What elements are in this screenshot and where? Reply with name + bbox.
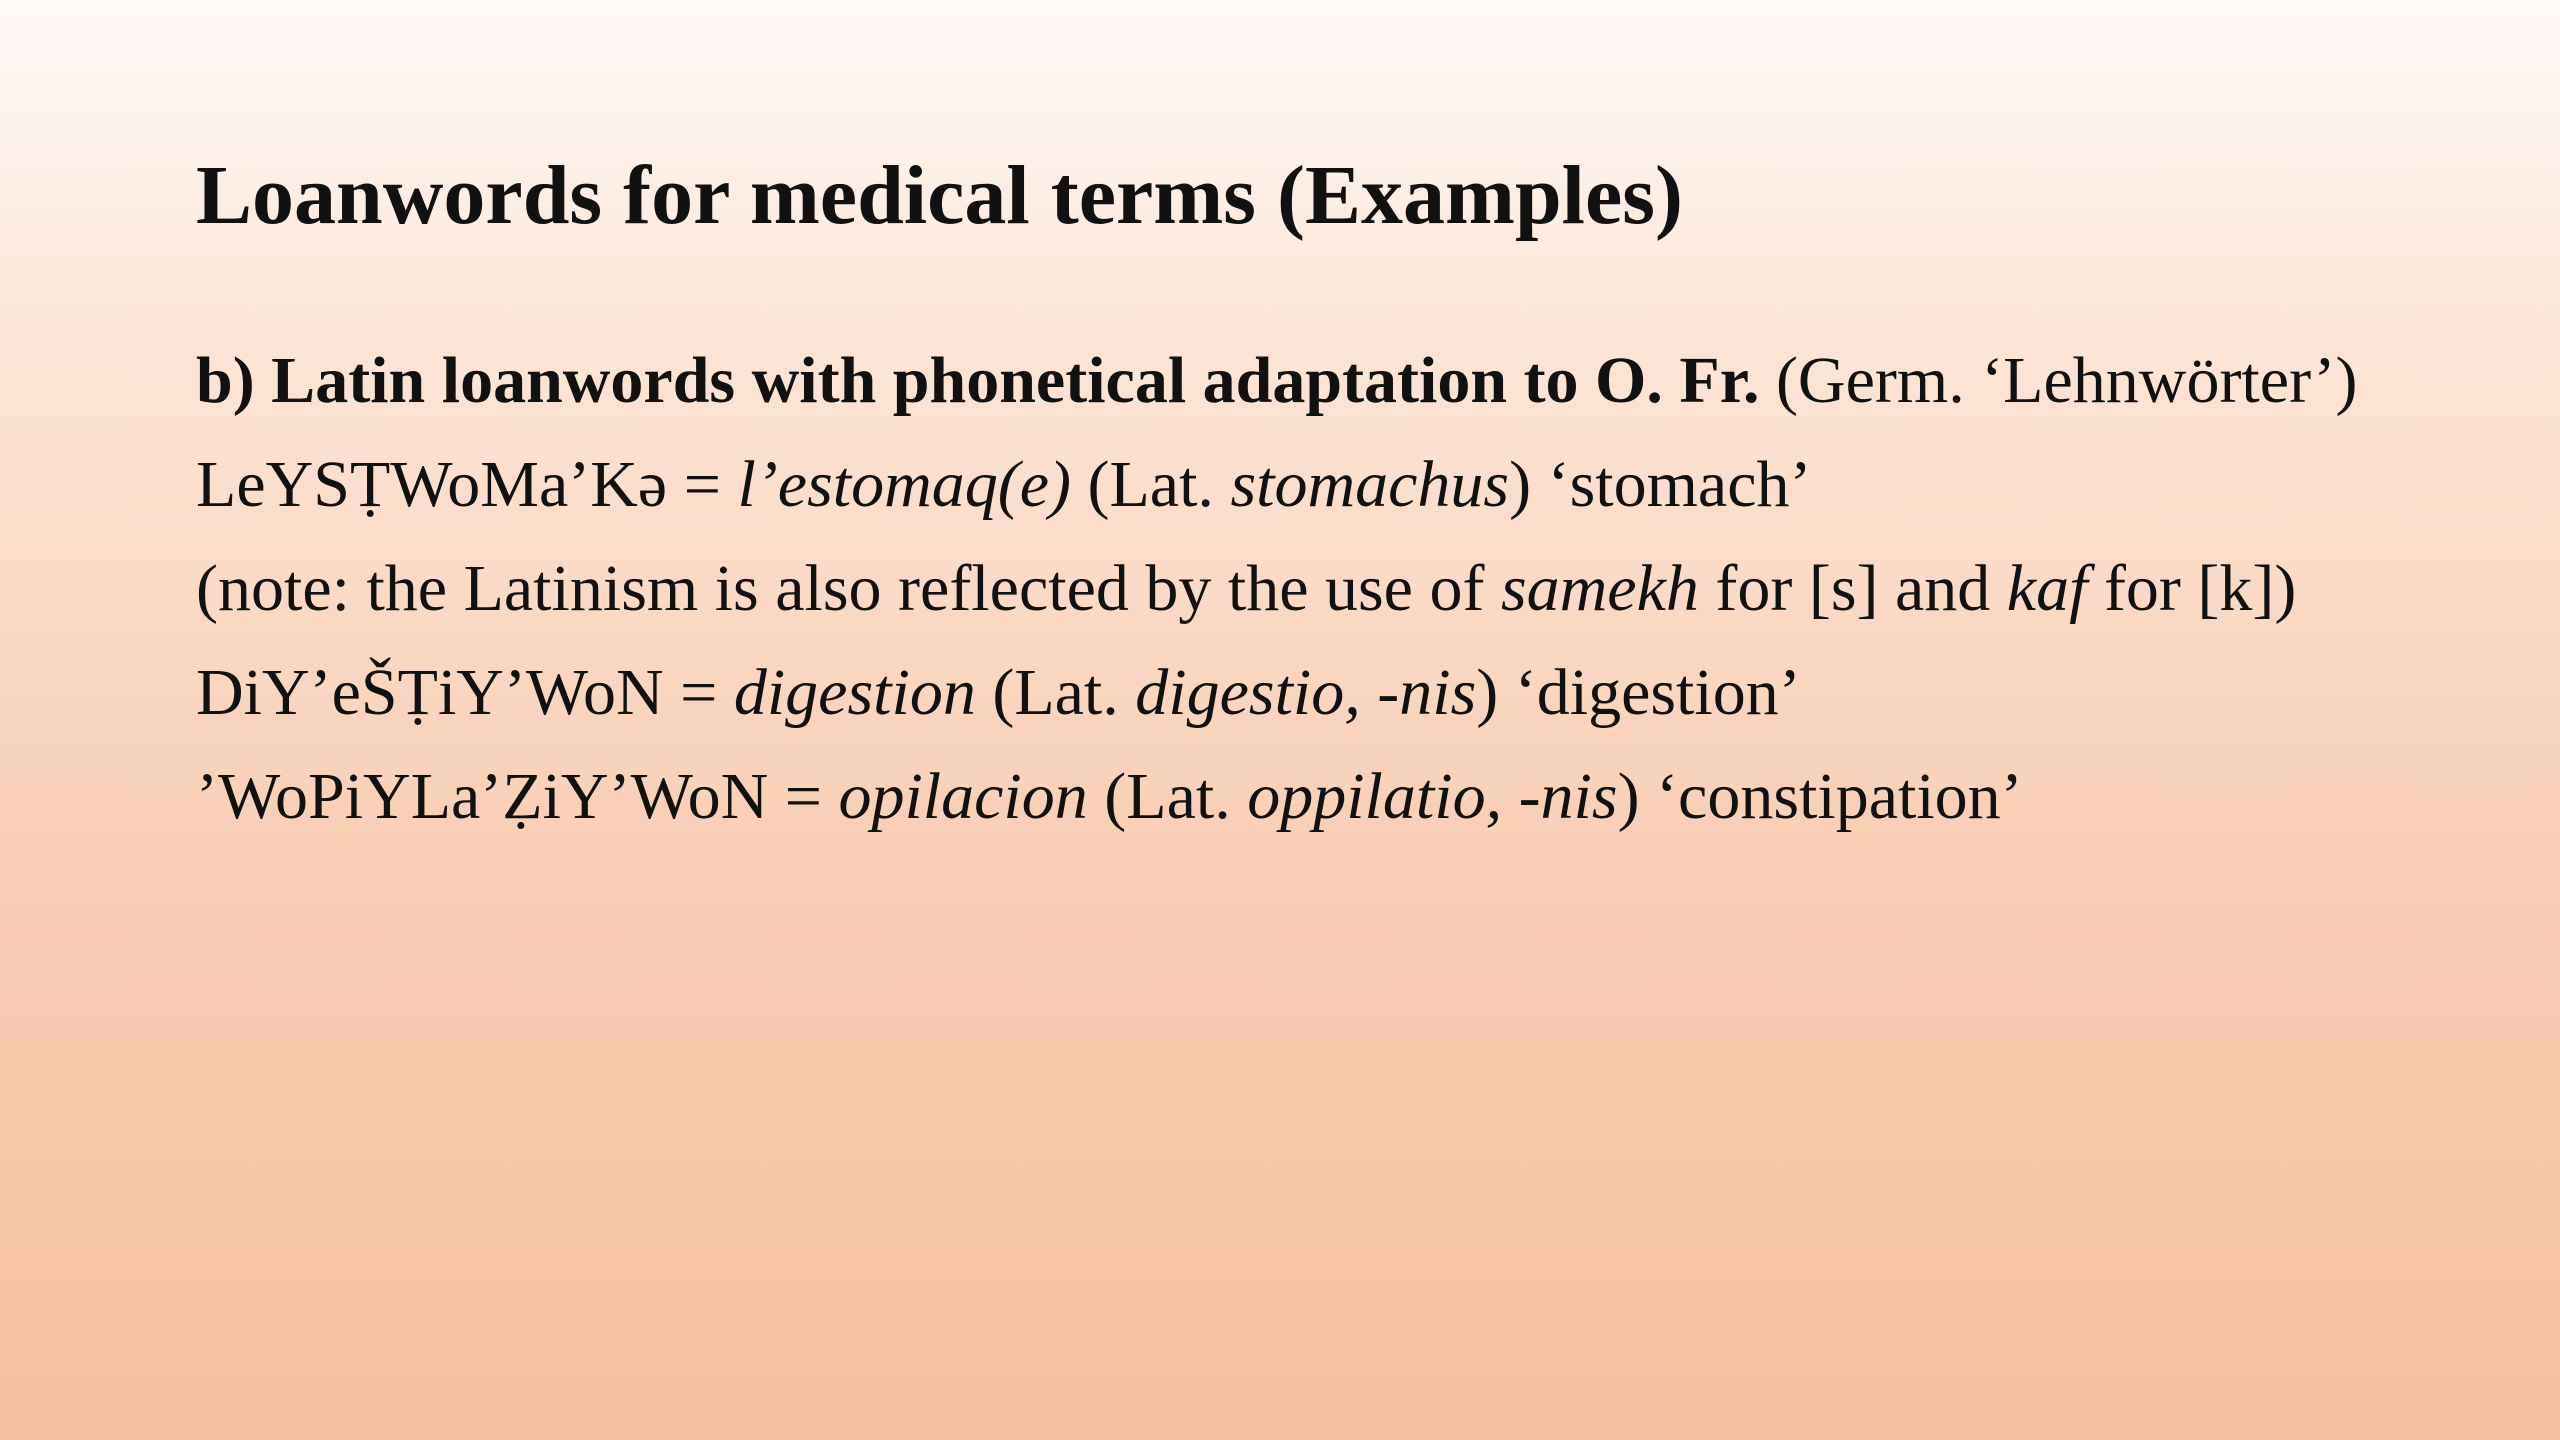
example-lat-close: ) (1509, 448, 1548, 522)
slide-body (196, 340, 2396, 838)
note-text-2: for [s] and (1698, 552, 2007, 626)
example-old-french: l’estomaq(e) (737, 448, 1071, 522)
section-heading-bold: b) Latin loanwords with phonetical adaptation to O. Fr. (196, 344, 1760, 418)
example-translit: ’WoPiYLa’ẒiY’WoN = (196, 760, 839, 834)
note-text-3: for [k]) (2087, 552, 2297, 626)
example-gloss: ‘stomach’ (1547, 448, 1812, 522)
example-digestion (196, 652, 2396, 734)
example-lat-close: ) (1617, 760, 1657, 834)
example-latin: stomachus (1230, 448, 1510, 522)
section-heading-rest: (Germ. ‘Lehnwörter’) (1759, 344, 2358, 418)
note-kaf: kaf (2006, 552, 2088, 626)
slide-title: Loanwords for medical terms (Examples) (196, 149, 1683, 242)
example-translit: LeYSṬWoMa’Kə = (196, 448, 738, 522)
example-old-french: digestion (733, 656, 976, 730)
example-lat-open: (Lat. (975, 656, 1136, 730)
example-latin: digestio, -nis (1135, 656, 1477, 730)
example-stomach (196, 444, 2396, 526)
example-gloss: ‘constipation’ (1656, 760, 2023, 834)
example-old-french: opilacion (838, 760, 1088, 834)
example-translit: DiY’eŠṬiY’WoN = (196, 656, 734, 730)
example-lat-open: (Lat. (1087, 760, 1248, 834)
note-paragraph (196, 548, 2396, 630)
example-lat-close: ) (1476, 656, 1515, 730)
example-gloss: ‘digestion’ (1514, 656, 1801, 730)
section-heading (196, 340, 2396, 422)
example-lat-open: (Lat. (1071, 448, 1231, 522)
note-samekh: samekh (1500, 552, 1699, 626)
example-latin: oppilatio, -nis (1247, 760, 1618, 834)
example-constipation (196, 756, 2396, 838)
note-text-1: (note: the Latinism is also reflected by the use of (196, 552, 1501, 626)
slide (196, 150, 2396, 860)
